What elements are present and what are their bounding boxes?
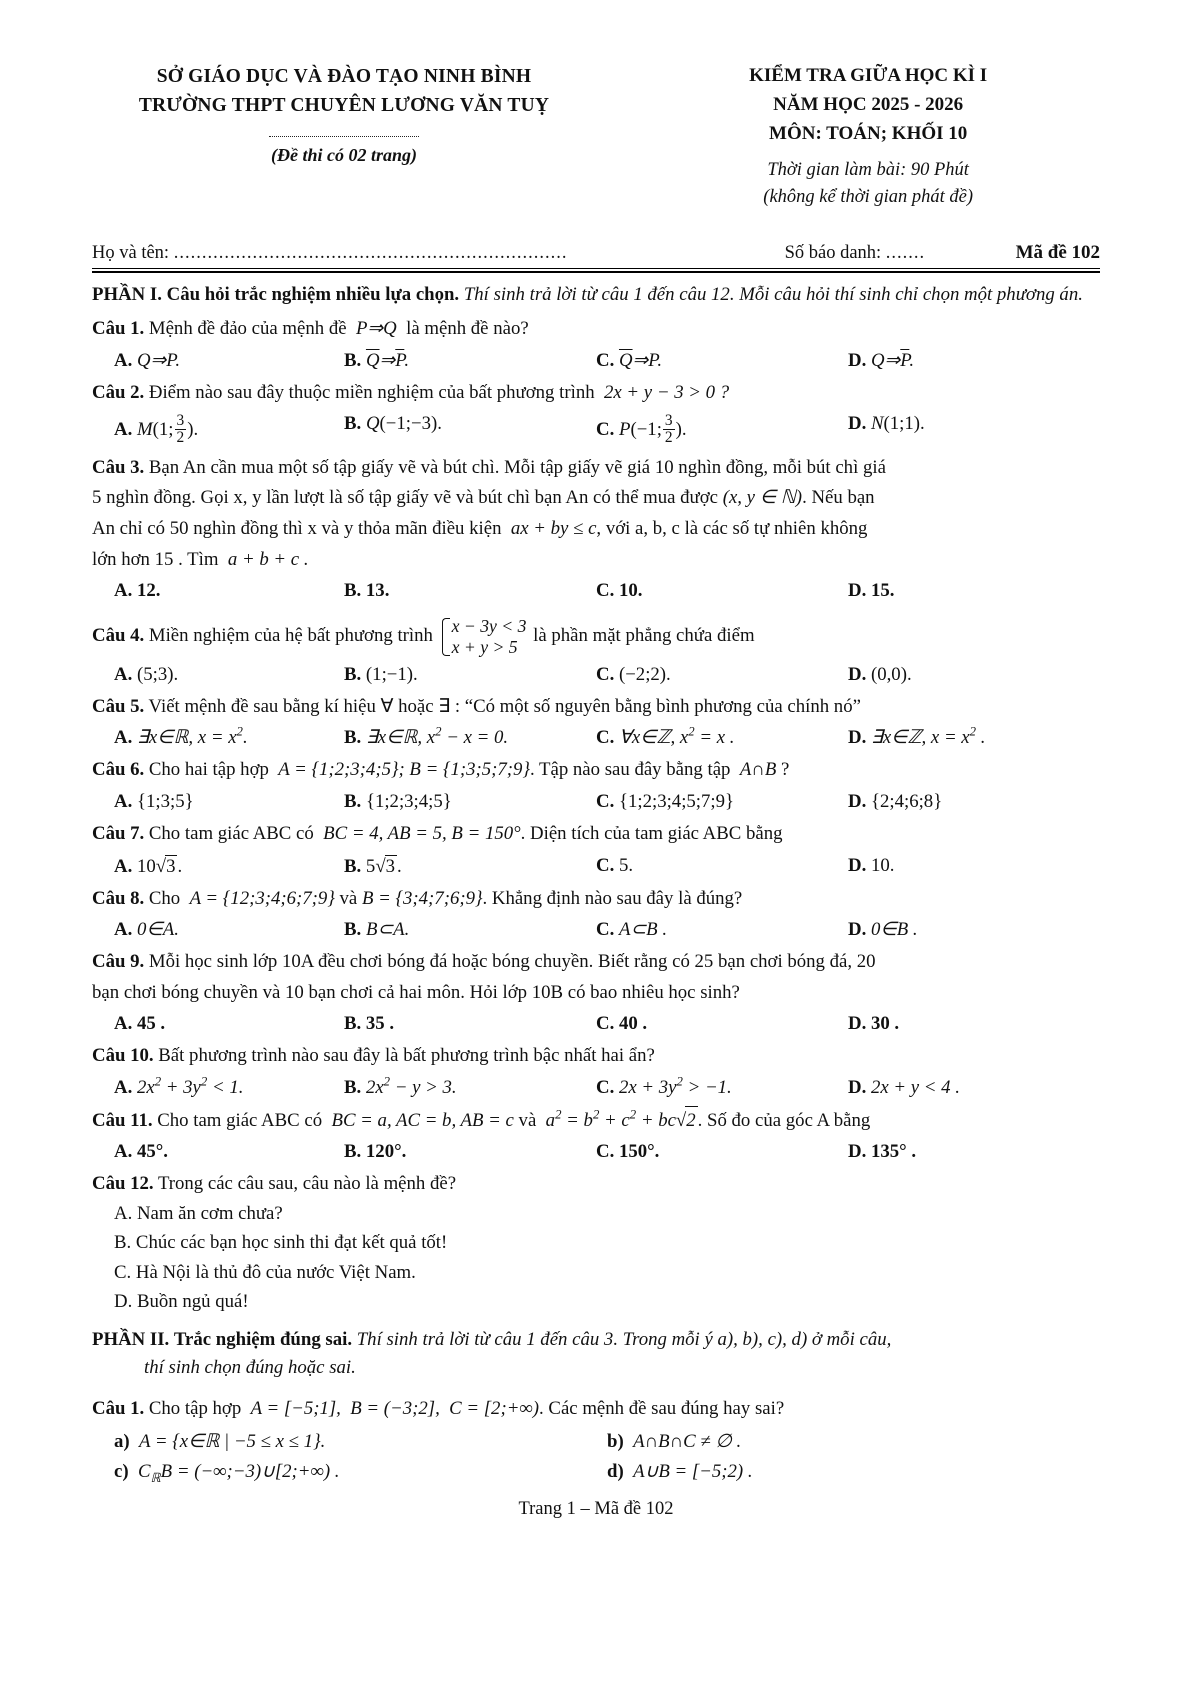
part2-head-italic2: thí sinh chọn đúng hoặc sai. <box>144 1357 356 1379</box>
question-6-number: Câu 6. <box>92 759 145 781</box>
question-11-number: Câu 11. <box>92 1109 153 1131</box>
question-8: Câu 8. Cho A = {12;3;4;6;7;9} và B = {3;4;7;6;9}. Khẳng định nào sau đây là đúng? <box>92 887 743 909</box>
option-b[interactable]: B. Q(−1;−3). <box>344 412 442 434</box>
statement-c[interactable]: c) $C_ℝB$ = (−∞;−3)∪[2;+∞) . <box>114 1461 340 1485</box>
school-year: NĂM HỌC 2025 - 2026 <box>773 93 964 115</box>
option-b[interactable]: B. $\overline{Q}\Rightarrow\overline{P}$. <box>344 349 410 371</box>
question-2-text: Điểm nào sau đây thuộc miền nghiệm của bất phương trình <box>148 381 595 403</box>
exam-code: Mã đề 102 <box>1015 242 1100 264</box>
part2-question-1: Câu 1. Cho tập hợp A = [−5;1], B = (−3;2], C = [2;+∞). Các mệnh đề sau đúng hay sai? <box>92 1397 785 1419</box>
exam-title: KIỂM TRA GIỮA HỌC KÌ I <box>749 65 988 86</box>
name-label: Họ và tên: <box>92 243 170 264</box>
option-a[interactable]: A. 45 . <box>114 1013 166 1035</box>
question-5-options <box>92 727 1100 749</box>
question-4-system: x − 3y < 3 x + y > 5 <box>440 616 527 658</box>
question-2 <box>92 379 1100 408</box>
statement-b[interactable]: b) A∩B∩C ≠ ∅ . <box>607 1431 742 1453</box>
option-d[interactable]: D. Buồn ngủ quá! <box>114 1290 249 1312</box>
question-8-text: Cho <box>148 887 181 909</box>
option-b[interactable]: B. Chúc các bạn học sinh thi đạt kết quả tốt! <box>114 1232 448 1254</box>
part2-head-bold: Trắc nghiệm đúng sai. <box>173 1329 353 1351</box>
option-c[interactable]: C. P(−1; $\frac{3}{2}$ ). <box>596 411 687 446</box>
option-b[interactable]: B. 120°. <box>344 1141 407 1163</box>
question-3-line1: Bạn An cần mua một số tập giấy vẽ và bút chì. Mỗi tập giấy vẽ giá 10 nghìn đồng, mỗi bút chì giá <box>148 456 886 478</box>
option-c[interactable]: C. $\overline{Q}\Rightarrow P$. <box>596 349 663 371</box>
duration-note: (không kể thời gian phát đề) <box>763 187 974 208</box>
question-11-text: Cho tam giác ABC có <box>157 1109 323 1131</box>
statement-d[interactable]: d) A∪B = [−5;2) . <box>607 1461 753 1483</box>
question-9-line1: Mỗi học sinh lớp 10A đều chơi bóng đá hoặc bóng chuyền. Biết rằng có 25 bạn chơi bóng đá, 20 <box>148 951 876 973</box>
option-c[interactable]: C. 40 . <box>596 1013 648 1035</box>
question-6-text: Cho hai tập hợp <box>148 759 269 781</box>
question-4 <box>92 616 1100 658</box>
name-field <box>92 243 785 264</box>
question-11-options <box>92 1141 1100 1163</box>
part1-heading <box>92 281 1100 308</box>
question-5-text: Viết mệnh đề sau bằng kí hiệu ∀ hoặc ∃ : “Có một số nguyên bằng bình phương của chính nó” <box>148 695 861 717</box>
question-9-line2: bạn chơi bóng chuyền và 10 bạn chơi cả hai môn. Hỏi lớp 10B có bao nhiêu học sinh? <box>92 981 740 1003</box>
question-11: Câu 11. Cho tam giác ABC có BC = a, AC = b, AB = c và $a^2 = b^2 + c^2 + bc√2$ . Số đo của góc A bằng <box>92 1106 1100 1136</box>
question-5-number: Câu 5. <box>92 695 145 717</box>
question-8-number: Câu 8. <box>92 887 145 909</box>
document-header <box>92 62 1100 212</box>
option-a[interactable]: A. 12. <box>114 580 161 602</box>
option-d[interactable]: D. {2;4;6;8} <box>848 790 943 812</box>
question-9 <box>92 948 1100 977</box>
question-2-options <box>92 411 1100 447</box>
header-left <box>92 62 606 166</box>
statement-a[interactable]: a) A = {x∈ℝ | −5 ≤ x ≤ 1}. <box>114 1431 326 1453</box>
option-b[interactable]: B. (1;−1). <box>344 663 418 685</box>
name-dotted-line: ...................................................................... <box>173 243 568 264</box>
subject-grade: MÔN: TOÁN; KHỐI 10 <box>769 122 968 144</box>
option-b[interactable]: B. ∃x∈ℝ, $x^2 - x = 0$. <box>344 725 509 749</box>
question-3-line2: 5 nghìn đồng. Gọi x, y lần lượt là số tập giấy vẽ và bút chì bạn An có thể mua được <box>92 487 718 509</box>
header-divider <box>269 135 419 137</box>
option-b[interactable]: B. 13. <box>344 580 390 602</box>
question-1-options <box>92 350 1100 372</box>
department-name: SỞ GIÁO DỤC VÀ ĐÀO TẠO NINH BÌNH <box>156 66 532 87</box>
question-2-formula: 2x + y − 3 > 0 ? <box>599 381 730 403</box>
part2-statements-row1 <box>92 1431 1100 1453</box>
duration: Thời gian làm bài: 90 Phút <box>767 159 969 180</box>
option-c[interactable]: C. {1;2;3;4;5;7;9} <box>596 790 735 812</box>
question-12-options <box>114 1199 1100 1316</box>
option-d[interactable]: D. 10. <box>848 854 895 876</box>
option-a[interactable]: A. M(1; $\frac{3}{2}$ ). <box>114 411 199 446</box>
question-4-text-post: là phần mặt phẳng chứa điểm <box>533 625 755 647</box>
question-3-options <box>92 580 1100 602</box>
option-a[interactable]: A. Nam ăn cơm chưa? <box>114 1202 283 1224</box>
option-c[interactable]: C. A⊂B . <box>596 919 668 941</box>
part2-head-italic: Thí sinh trả lời từ câu 1 đến câu 3. Trong mỗi ý a), b), c), d) ở mỗi câu, <box>356 1329 892 1351</box>
question-5 <box>92 693 1100 722</box>
question-7: Câu 7. Cho tam giác ABC có BC = 4, AB = 5, B = 150°. Diện tích của tam giác ABC bằng <box>92 822 783 844</box>
option-b[interactable]: B. $2x^2 - y > 3$. <box>344 1074 457 1098</box>
option-a[interactable]: A. 45°. <box>114 1141 168 1163</box>
candidate-number-dotted-line: ....... <box>885 243 926 264</box>
part2-question-1-text: Cho tập hợp <box>148 1397 242 1419</box>
question-9-number: Câu 9. <box>92 951 145 973</box>
question-7-text: Cho tam giác ABC có <box>148 822 314 844</box>
question-6: Câu 6. Cho hai tập hợp A = {1;2;3;4;5}; B = {1;3;5;7;9}. Tập nào sau đây bằng tập A∩B ? <box>92 759 790 781</box>
option-d[interactable]: D. 135° . <box>848 1141 917 1163</box>
part2-title: PHẦN II. <box>92 1329 170 1351</box>
question-1-text: Mệnh đề đảo của mệnh đề <box>148 318 347 340</box>
question-3 <box>92 454 1100 483</box>
option-c[interactable]: C. ∀x∈ℤ, $x^2 = x$ . <box>596 725 735 749</box>
option-a[interactable]: A. ∃x∈ℝ, $x = x^2$. <box>114 725 248 749</box>
question-12 <box>92 1170 1100 1199</box>
part2-heading <box>92 1326 1100 1354</box>
question-1-formula: P⇒Q <box>351 318 402 340</box>
header-separator <box>92 268 1100 273</box>
option-c[interactable]: C. 10. <box>596 580 643 602</box>
option-d[interactable]: D. 0∈B . <box>848 919 918 941</box>
question-1 <box>92 315 1100 344</box>
option-d[interactable]: D. N(1;1). <box>848 412 925 434</box>
option-a[interactable]: A. Q⇒P. <box>114 349 181 371</box>
question-10-options <box>92 1074 1100 1099</box>
question-12-text: Trong các câu sau, câu nào là mệnh đề? <box>157 1173 457 1195</box>
question-4-number: Câu 4. <box>92 625 145 647</box>
page-count-note: (Đề thi có 02 trang) <box>271 144 417 165</box>
option-d[interactable]: D. $Q\Rightarrow\overline{P}$. <box>848 349 915 371</box>
question-2-number: Câu 2. <box>92 381 145 403</box>
question-10-text: Bất phương trình nào sau đây là bất phương trình bậc nhất hai ẩn? <box>158 1045 655 1067</box>
option-d[interactable]: D. (0,0). <box>848 663 912 685</box>
option-c[interactable]: C. (−2;2). <box>596 663 671 685</box>
question-3-number: Câu 3. <box>92 456 145 478</box>
question-3-body2: An chỉ có 50 nghìn đồng thì x và y thỏa mãn điều kiện ax + by ≤ c, với a, b, c là các số tự nhiên không <box>92 518 868 539</box>
question-4-text: Miền nghiệm của hệ bất phương trình <box>148 625 433 647</box>
question-9-options <box>92 1013 1100 1035</box>
option-a[interactable]: A. 10√3 . <box>114 855 183 877</box>
option-d[interactable]: D. 30 . <box>848 1013 900 1035</box>
option-b[interactable]: B. 5√3 . <box>344 855 402 877</box>
option-a[interactable]: A. $2x^2 + 3y^2 < 1$. <box>114 1074 244 1098</box>
part2-statements-row2 <box>92 1461 1100 1483</box>
option-c[interactable]: C. 150°. <box>596 1141 660 1163</box>
part1-title: PHẦN I. <box>92 284 162 306</box>
question-7-options <box>92 855 1100 878</box>
header-right <box>636 62 1100 212</box>
option-a[interactable]: A. 0∈A. <box>114 919 179 941</box>
part1-head-italic: Thí sinh trả lời từ câu 1 đến câu 12. Mỗi câu hỏi thí sinh chỉ chọn một phương án. <box>463 284 1083 306</box>
candidate-number-field <box>785 243 1010 264</box>
option-d[interactable]: D. 15. <box>848 580 895 602</box>
question-3-body: 5 nghìn đồng. Gọi x, y lần lượt là số tập giấy vẽ và bút chì bạn An có thể mua được (x, y ∈ ℕ). Nếu bạn <box>92 487 875 509</box>
question-12-number: Câu 12. <box>92 1173 154 1195</box>
question-6-options <box>92 791 1100 813</box>
candidate-number-label: Số báo danh: <box>784 243 882 264</box>
question-4-options <box>92 664 1100 686</box>
option-c[interactable]: C. $2x + 3y^2 > -1$. <box>596 1074 732 1098</box>
option-c[interactable]: C. Hà Nội là thủ đô của nước Việt Nam. <box>114 1261 416 1283</box>
option-c[interactable]: C. 5. <box>596 854 634 876</box>
option-d[interactable]: D. 2x + y < 4 . <box>848 1076 960 1098</box>
question-1-number: Câu 1. <box>92 318 145 340</box>
question-3-body3: lớn hơn 15 . Tìm a + b + c . <box>92 548 309 570</box>
question-8-options <box>92 919 1100 941</box>
option-b[interactable]: B. 35 . <box>344 1013 395 1035</box>
candidate-info-row <box>92 242 1100 264</box>
part2-question-1-number: Câu 1. <box>92 1397 145 1419</box>
question-10-number: Câu 10. <box>92 1045 154 1067</box>
option-b[interactable]: B. {1;2;3;4;5} <box>344 790 452 812</box>
option-d[interactable]: D. ∃x∈ℤ, $x = x^2$ . <box>848 725 986 749</box>
option-a[interactable]: A. {1;3;5} <box>114 790 194 812</box>
school-name: TRƯỜNG THPT CHUYÊN LƯƠNG VĂN TUỴ <box>138 95 550 117</box>
question-1-text-post: là mệnh đề nào? <box>406 318 529 340</box>
question-7-number: Câu 7. <box>92 822 145 844</box>
option-a[interactable]: A. (5;3). <box>114 663 179 685</box>
part1-head-bold: Câu hỏi trắc nghiệm nhiều lựa chọn. <box>166 284 460 306</box>
question-10 <box>92 1042 1100 1071</box>
option-b[interactable]: B. B⊂A. <box>344 919 410 941</box>
page-footer: Trang 1 – Mã đề 102 <box>518 1499 674 1520</box>
